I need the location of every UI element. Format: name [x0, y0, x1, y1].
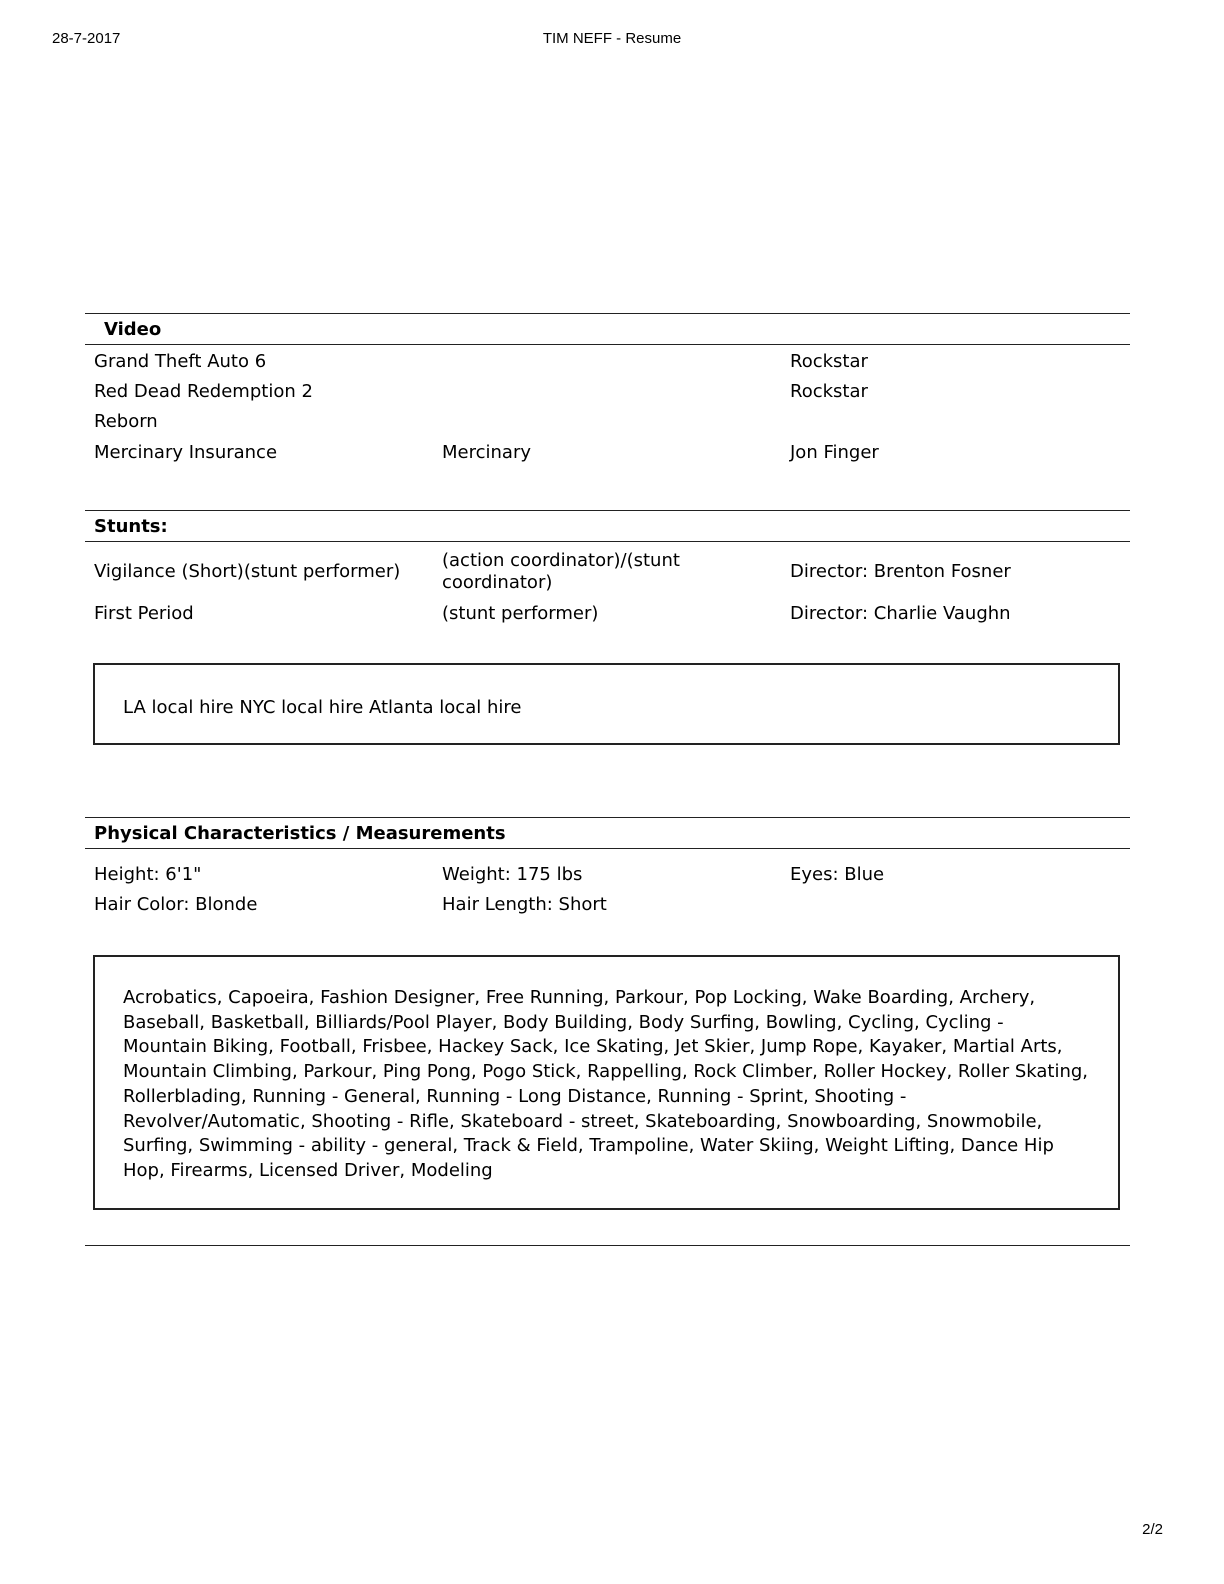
stunts-header-rule: [85, 541, 1130, 542]
stunts-section-title: Stunts:: [94, 516, 168, 537]
physical-top-rule: [85, 817, 1130, 818]
stunt-director: Director: Charlie Vaughn: [790, 603, 1011, 624]
weight-value: Weight: 175 lbs: [442, 864, 583, 885]
stunt-title: Vigilance (Short)(stunt performer): [94, 561, 401, 582]
video-role: Mercinary: [442, 442, 531, 463]
skills-line: Hop, Firearms, Licensed Driver, Modeling: [123, 1159, 493, 1181]
eyes-value: Eyes: Blue: [790, 864, 885, 885]
skills-line: Mountain Climbing, Parkour, Ping Pong, Pogo Stick, Rappelling, Rock Climber, Roller Hockey, Roller Skating,: [123, 1061, 1089, 1083]
skills-line: Surfing, Swimming - ability - general, Track & Field, Trampoline, Water Skiing, Weight Lifting, Dance Hip: [123, 1135, 1054, 1157]
video-company: Rockstar: [790, 351, 868, 372]
skills-line: Mountain Biking, Football, Frisbee, Hackey Sack, Ice Skating, Jet Skier, Jump Rope, Kayaker, Martial Arts,: [123, 1036, 1063, 1058]
skills-line: Rollerblading, Running - General, Running - Long Distance, Running - Sprint, Shooting -: [123, 1085, 907, 1107]
stunts-top-rule: [85, 510, 1130, 511]
page-number: 2/2: [1142, 1521, 1163, 1538]
skills-line: Acrobatics, Capoeira, Fashion Designer, Free Running, Parkour, Pop Locking, Wake Boarding, Archery,: [123, 987, 1036, 1008]
video-title: Red Dead Redemption 2: [94, 381, 313, 402]
stunt-role: (stunt performer): [442, 603, 599, 624]
video-header-rule: [85, 344, 1130, 345]
video-title: Grand Theft Auto 6: [94, 351, 267, 372]
skills-line: Baseball, Basketball, Billiards/Pool Player, Body Building, Body Surfing, Bowling, Cycling, Cycling -: [123, 1011, 1004, 1033]
bottom-rule: [85, 1245, 1130, 1246]
video-company: Rockstar: [790, 381, 868, 402]
hair-color-value: Hair Color: Blonde: [94, 894, 258, 915]
print-title: TIM NEFF - Resume: [542, 30, 682, 47]
stunt-role: (action coordinator)/(stunt coordinator): [442, 550, 680, 593]
skills-box: [93, 955, 1120, 1210]
physical-section-title: Physical Characteristics / Measurements: [94, 823, 506, 844]
skills-text: [95, 957, 1118, 1184]
video-section-title: Video: [104, 319, 162, 340]
local-hire-box: [93, 663, 1120, 745]
skills-line: Revolver/Automatic, Shooting - Rifle, Skateboard - street, Skateboarding, Snowboarding, Snowmobile,: [123, 1110, 1043, 1132]
print-date: 28-7-2017: [52, 30, 121, 47]
stunt-director: Director: Brenton Fosner: [790, 561, 1011, 582]
stunts-row: [94, 550, 1124, 596]
height-value: Height: 6'1": [94, 864, 202, 885]
local-hire-text: LA local hire NYC local hire Atlanta local hire: [123, 697, 522, 718]
stunt-title: First Period: [94, 603, 194, 624]
video-top-rule: [85, 313, 1130, 314]
video-title: Mercinary Insurance: [94, 442, 278, 463]
hair-length-value: Hair Length: Short: [442, 894, 607, 915]
video-title: Reborn: [94, 411, 158, 432]
physical-header-rule: [85, 848, 1130, 849]
print-header: [52, 30, 1172, 50]
video-company: Jon Finger: [790, 442, 879, 463]
